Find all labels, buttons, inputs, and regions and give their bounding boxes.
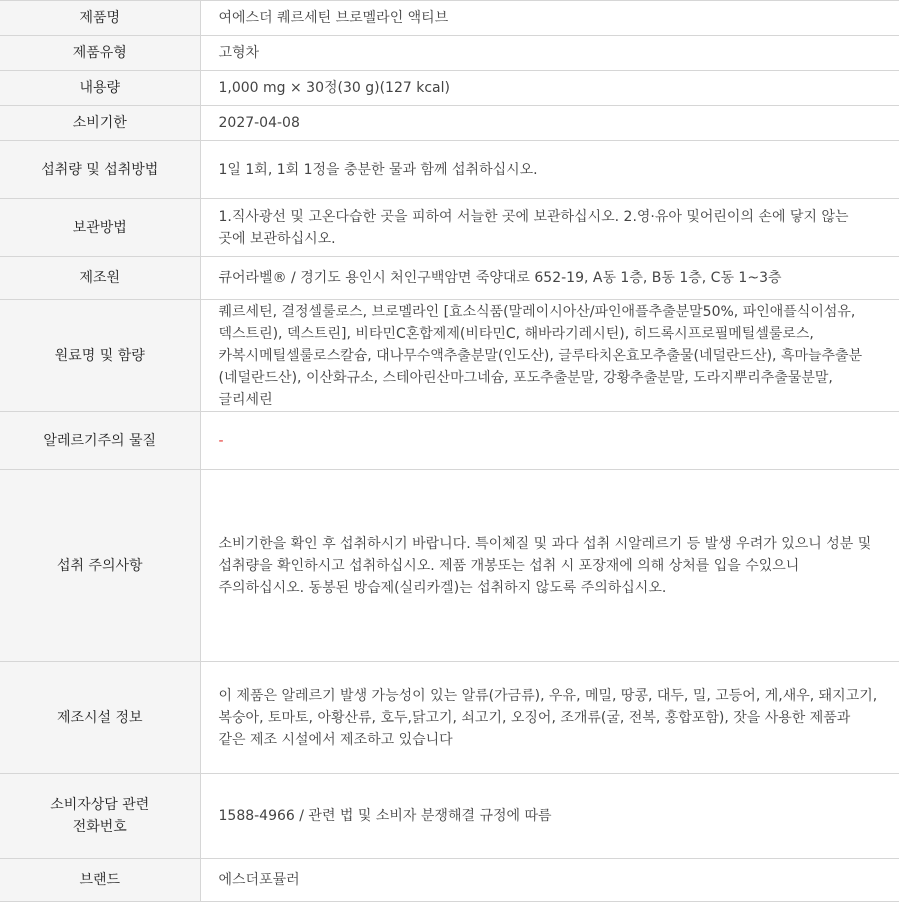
table-row [0,141,899,199]
row-value: 고형차 [200,36,899,71]
table-row [0,106,899,141]
row-value: 1,000 mg × 30정(30 g)(127 kcal) [200,71,899,106]
row-value: 여에스더 퀘르세틴 브로멜라인 액티브 [200,1,899,36]
row-value: 소비기한을 확인 후 섭취하시기 바랍니다. 특이체질 및 과다 섭취 시알레르기 등 발생 우려가 있으니 성분 및 섭취량을 확인하시고 섭취하십시오. 제품 개봉또는 섭취 시 포장재에 의해 상처를 입을 수있으니 주의하십시오. 동봉된 방습제(실리카겔)는 섭취하지 않도록 주의하십시오. [200,470,899,662]
row-label [0,106,200,141]
row-label [0,1,200,36]
table-row [0,412,899,470]
table-row [0,257,899,300]
row-value: 1.직사광선 및 고온다습한 곳을 피하여 서늘한 곳에 보관하십시오. 2.영·유아 및어린이의 손에 닿지 않는 곳에 보관하십시오. [200,199,899,257]
row-label [0,412,200,470]
row-label-text: 알레르기주의 물질 [43,432,157,449]
row-label [0,71,200,106]
table-row [0,1,899,36]
row-label-text: 섭취량 및 섭취방법 [41,161,159,178]
table-row [0,662,899,774]
row-value: 이 제품은 알레르기 발생 가능성이 있는 알류(가금류), 우유, 메밀, 땅콩, 대두, 밀, 고등어, 게,새우, 돼지고기, 복숭아, 토마토, 아황산류, 호두,닭고기, 쇠고기, 오징어, 조개류(굴, 전복, 홍합포함), 잣을 사용한 제품과 같은 제조 시설에서 제조하고 있습니다 [200,662,899,774]
table-row [0,199,899,257]
row-label-text: 제품유형 [72,45,127,61]
row-label [0,141,200,199]
row-label [0,662,200,774]
row-label-text: 내용량 [79,80,121,96]
row-label-text: 소비기한 [72,115,127,131]
row-value: - [200,412,899,470]
table-row [0,470,899,662]
row-label-text: 보관방법 [72,219,127,236]
row-value: 큐어라벨® / 경기도 용인시 처인구백암면 죽양대로 652-19, A동 1층, B동 1층, C동 1~3층 [200,257,899,300]
table-row [0,300,899,412]
row-value: 에스더포뮬러 [200,859,899,902]
row-label-text: 브랜드 [79,872,121,888]
row-label [0,257,200,300]
row-value: 2027-04-08 [200,106,899,141]
row-label [0,470,200,662]
row-label-text: 소비자상담 관련 전화번호 [50,797,150,835]
row-value: 퀘르세틴, 결정셀룰로스, 브로멜라인 [효소식품(말레이시아산/파인애플추출분말50%, 파인애플식이섬유, 덱스트린), 덱스트린], 비타민C혼합제제(비타민C, 해바라기레시틴), 히드록시프로필메틸셀룰로스, 카복시메틸셀룰로스칼슘, 대나무수액추출분말(인도산), 글루타치온효모추출물(네덜란드산), 흑마늘추출분(네덜란드산), 이산화규소, 스테아린산마그네슘, 포도추출분말, 강황추출분말, 도라지뿌리추출물분말, 글리세린 [200,300,899,412]
row-label [0,859,200,902]
table-row [0,774,899,859]
row-label [0,300,200,412]
row-value: 1일 1회, 1회 1정을 충분한 물과 함께 섭취하십시오. [200,141,899,199]
row-label-text: 제조원 [79,270,121,286]
row-value: 1588-4966 / 관련 법 및 소비자 분쟁해결 규정에 따름 [200,774,899,859]
table-row [0,36,899,71]
table-row [0,859,899,902]
table-row [0,71,899,106]
row-label-text: 섭취 주의사항 [56,557,143,574]
row-label [0,199,200,257]
row-label-text: 제품명 [79,10,121,26]
row-label [0,774,200,859]
row-label-text: 제조시설 정보 [56,709,143,726]
row-label [0,36,200,71]
row-label-text: 원료명 및 함량 [54,347,145,364]
